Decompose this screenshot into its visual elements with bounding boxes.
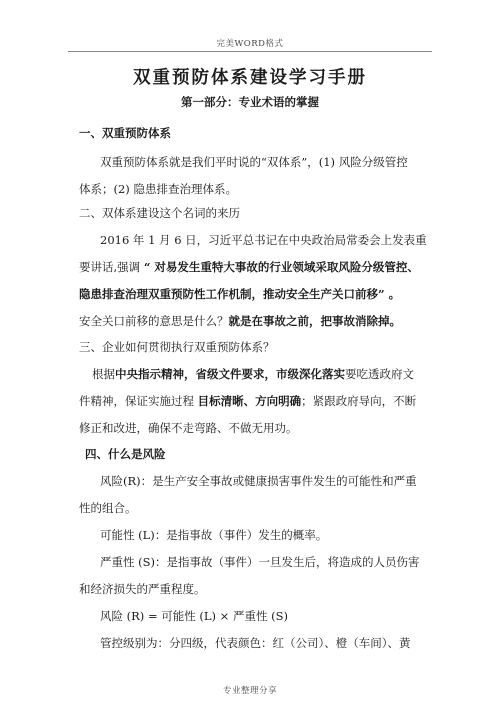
section-3-text: 修正和改进，确保不走弯路、不做无用功。 (79, 421, 298, 435)
section-3-text (79, 394, 439, 408)
section-3-heading: 三、企业如何贯彻执行双重预防体系？ (79, 340, 275, 354)
section-2-text: 2016 年 1 月 6 日，习近平总书记在中央政治局常委会上发表重 (100, 233, 427, 247)
section-3-emphasis: 中央指示精神，省级文件要求，市级深化落实 (115, 367, 345, 381)
section-2-text (79, 260, 439, 274)
section-2-quote: “ 对易发生重特大事故的行业领域采取风险分级管控、 (143, 260, 419, 274)
section-2-answer: 就是在事故之前，把事故消除掉。 (228, 314, 401, 328)
section-1-text: 体系；(2) 隐患排查治理体系。 (79, 182, 237, 196)
document-title: 双重预防体系建设学习手册 (133, 68, 367, 88)
section-2-heading: 二、双体系建设这个名词的来历 (79, 206, 240, 220)
document-subtitle: 第一部分：专业术语的掌握 (181, 95, 319, 109)
section-2-explain (79, 314, 439, 328)
severity-definition: 和经济损失的严重程度。 (79, 582, 206, 596)
section-3-emphasis: 目标清晰、方向明确 (197, 394, 302, 408)
page-header: 完美WORD格式 (216, 39, 284, 49)
control-levels: 管控级别为：分四级，代表颜色：红（公司）、橙（车间）、黄 (100, 636, 411, 650)
severity-definition: 严重性 (S)：是指事故（事件）一旦发生后，将造成的人员伤害 (100, 555, 420, 569)
section-2-question: 安全关口前移的意思是什么？ (79, 314, 229, 328)
risk-definition: 性的组合。 (79, 501, 137, 515)
section-3-text-plain: 要吃透政府文 (345, 367, 414, 381)
section-1-text: 双重预防体系就是我们平时说的“双体系”，(1) 风险分级管控 (100, 155, 408, 169)
page-footer: 专业整理分享 (222, 686, 277, 696)
section-2-text-plain: 要讲话,强调 (79, 260, 144, 274)
section-2-quote-cont: 隐患排查治理双重预防性工作机制，推动安全生产关口前移” 。 (79, 287, 401, 301)
risk-definition: 风险(R)：是生产安全事故或健康损害事件发生的可能性和严重 (100, 474, 417, 488)
section-3-text (92, 367, 452, 381)
section-1-heading: 一、双重预防体系 (79, 126, 171, 140)
likelihood-definition: 可能性 (L)：是指事故（事件）发生的概率。 (100, 528, 328, 542)
section-3-text-plain: ；紧跟政府导向，不断 (301, 394, 417, 408)
header-rule (68, 51, 432, 52)
section-3-text-plain: 件精神，保证实施过程 (79, 394, 198, 408)
risk-formula: 风险 (R) = 可能性 (L) × 严重性 (S) (100, 609, 288, 623)
section-3-text-plain: 根据 (92, 367, 115, 381)
section-4-heading: 四、什么是风险 (85, 447, 166, 461)
